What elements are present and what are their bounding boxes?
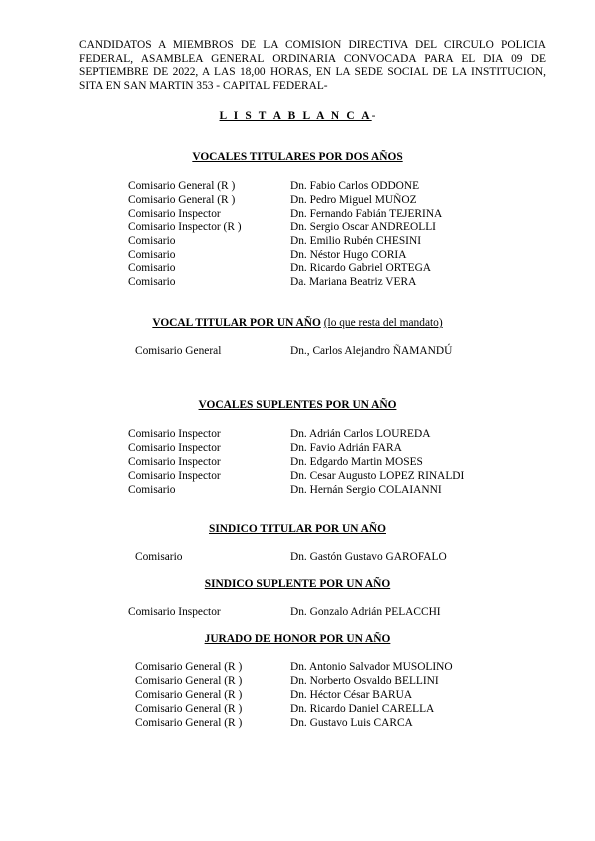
member-rank: Comisario General (R ) <box>128 194 236 206</box>
member-name: Dn. Adrián Carlos LOUREDA <box>290 428 431 440</box>
section-title: VOCALES TITULARES POR DOS AÑOS <box>192 151 403 163</box>
member-name: Da. Mariana Beatriz VERA <box>290 276 417 288</box>
section-title: VOCALES SUPLENTES POR UN AÑO <box>198 399 397 411</box>
member-name: Dn. Gonzalo Adrián PELACCHI <box>290 606 441 618</box>
member-rank: Comisario Inspector <box>128 456 221 468</box>
member-name: Dn. Norberto Osvaldo BELLINI <box>290 675 439 687</box>
member-rank: Comisario General (R ) <box>135 689 243 701</box>
member-rank: Comisario General <box>135 345 222 357</box>
member-rank: Comisario General (R ) <box>135 661 243 673</box>
section-heading-vocal-titular <box>0 317 595 329</box>
member-rank: Comisario Inspector <box>128 208 221 220</box>
member-name: Dn. Héctor César BARUA <box>290 689 413 701</box>
member-name: Dn., Carlos Alejandro ÑAMANDÚ <box>290 345 453 357</box>
member-name: Dn. Ricardo Gabriel ORTEGA <box>290 262 432 274</box>
member-name: Dn. Néstor Hugo CORIA <box>290 249 407 261</box>
intro-paragraph: CANDIDATOS A MIEMBROS DE LA COMISION DIRECTIVA DEL CIRCULO POLICIA FEDERAL, ASAMBLEA GENERAL ORDINARIA CONVOCADA PARA EL DIA 09 DE SEPTIEMBRE DE 2022, A LAS 18,00 HORAS, EN LA SEDE SOCIAL DE LA INSTITUCION, SITA EN SAN MARTIN 353 - CAPITAL FEDERAL- <box>79 39 546 92</box>
member-rank: Comisario <box>128 276 176 288</box>
member-rank: Comisario <box>128 262 176 274</box>
member-name: Dn. Fernando Fabián TEJERINA <box>290 208 443 220</box>
list-title <box>0 110 595 122</box>
member-rank: Comisario General (R ) <box>135 675 243 687</box>
member-name: Dn. Gustavo Luis CARCA <box>290 717 413 729</box>
member-name: Dn. Gastón Gustavo GAROFALO <box>290 551 447 563</box>
section-subtitle: (lo que resta del mandato) <box>323 317 443 329</box>
member-name: Dn. Ricardo Daniel CARELLA <box>290 703 435 715</box>
member-rank: Comisario <box>135 551 183 563</box>
member-rank: Comisario Inspector (R ) <box>128 221 242 233</box>
member-rank: Comisario General (R ) <box>128 180 236 192</box>
member-name: Dn. Antonio Salvador MUSOLINO <box>290 661 453 673</box>
member-rank: Comisario General (R ) <box>135 717 243 729</box>
member-name: Dn. Edgardo Martin MOSES <box>290 456 423 468</box>
section-heading-sindico-titular <box>0 523 595 535</box>
member-rank: Comisario Inspector <box>128 606 221 618</box>
section-title: JURADO DE HONOR POR UN AÑO <box>204 633 391 645</box>
section-heading-vocales-titulares <box>0 151 595 163</box>
list-name: L I S T A B L A N C A <box>219 110 372 122</box>
section-title: SINDICO SUPLENTE POR UN AÑO <box>204 578 391 590</box>
section-title: SINDICO TITULAR POR UN AÑO <box>208 523 386 535</box>
member-rank: Comisario <box>128 484 176 496</box>
member-rank: Comisario Inspector <box>128 470 221 482</box>
member-rank: Comisario Inspector <box>128 442 221 454</box>
member-name: Dn. Emilio Rubén CHESINI <box>290 235 421 247</box>
member-rank: Comisario General (R ) <box>135 703 243 715</box>
member-rank: Comisario <box>128 249 176 261</box>
member-name: Dn. Fabio Carlos ODDONE <box>290 180 420 192</box>
section-heading-vocales-suplentes <box>0 399 595 411</box>
member-name: Dn. Cesar Augusto LOPEZ RINALDI <box>290 470 465 482</box>
member-rank: Comisario Inspector <box>128 428 221 440</box>
section-heading-jurado-de-honor <box>0 633 595 645</box>
section-heading-sindico-suplente <box>0 578 595 590</box>
member-name: Dn. Sergio Oscar ANDREOLLI <box>290 221 436 233</box>
member-name: Dn. Hernán Sergio COLAIANNI <box>290 484 442 496</box>
member-rank: Comisario <box>128 235 176 247</box>
member-name: Dn. Pedro Miguel MUÑOZ <box>290 194 417 206</box>
member-name: Dn. Favio Adrián FARA <box>290 442 402 454</box>
list-title-suffix: - <box>371 110 376 122</box>
section-title: VOCAL TITULAR POR UN AÑO <box>152 317 321 329</box>
